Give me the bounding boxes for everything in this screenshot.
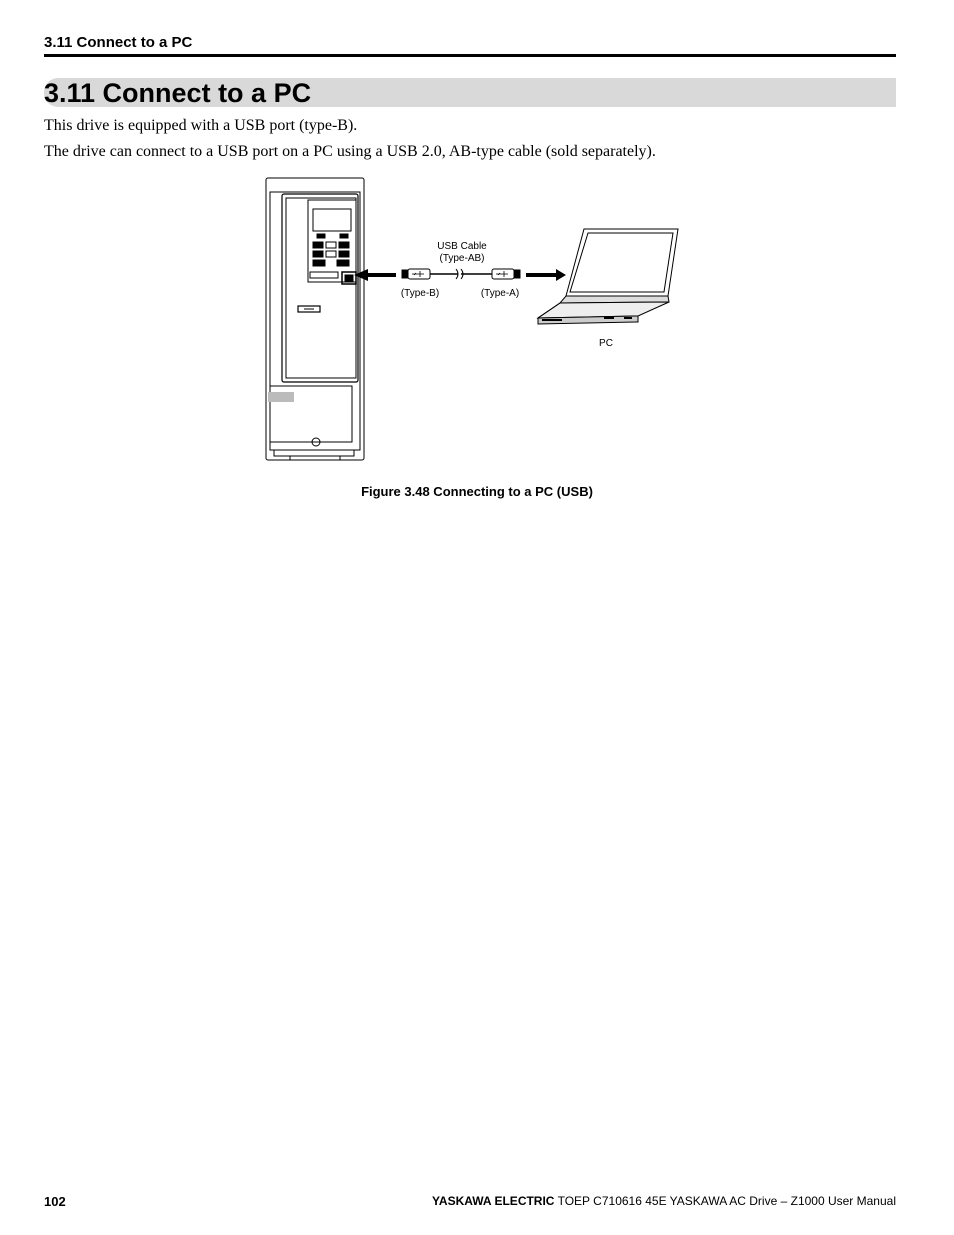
- type-a-label: (Type-A): [480, 288, 520, 299]
- footer-manual-info: [432, 1194, 896, 1208]
- cable-label-line2: (Type-AB): [439, 253, 485, 264]
- figure-caption: Figure 3.48 Connecting to a PC (USB): [361, 484, 593, 499]
- section-title: 3.11 Connect to a PC: [44, 78, 312, 108]
- footer-brand: YASKAWA ELECTRIC: [432, 1194, 555, 1208]
- running-header: 3.11 Connect to a PC: [44, 34, 193, 51]
- connection-figure: [260, 172, 700, 467]
- paragraph-usb-cable: The drive can connect to a USB port on a PC using a USB 2.0, AB-type cable (sold separately).: [44, 143, 656, 160]
- footer-manual-title: TOEP C710616 45E YASKAWA AC Drive – Z1000 User Manual: [554, 1194, 896, 1208]
- arrow-to-pc: [526, 269, 566, 281]
- cable-label-line1: USB Cable: [437, 241, 487, 252]
- header-rule: [44, 54, 896, 57]
- type-b-label: (Type-B): [400, 288, 440, 299]
- usb-cable: [402, 269, 520, 279]
- pc-label: PC: [599, 338, 613, 349]
- drive-illustration: [266, 178, 364, 460]
- page-number: 102: [44, 1194, 66, 1209]
- connection-diagram: [260, 172, 700, 467]
- paragraph-usb-port: This drive is equipped with a USB port (type-B).: [44, 117, 358, 134]
